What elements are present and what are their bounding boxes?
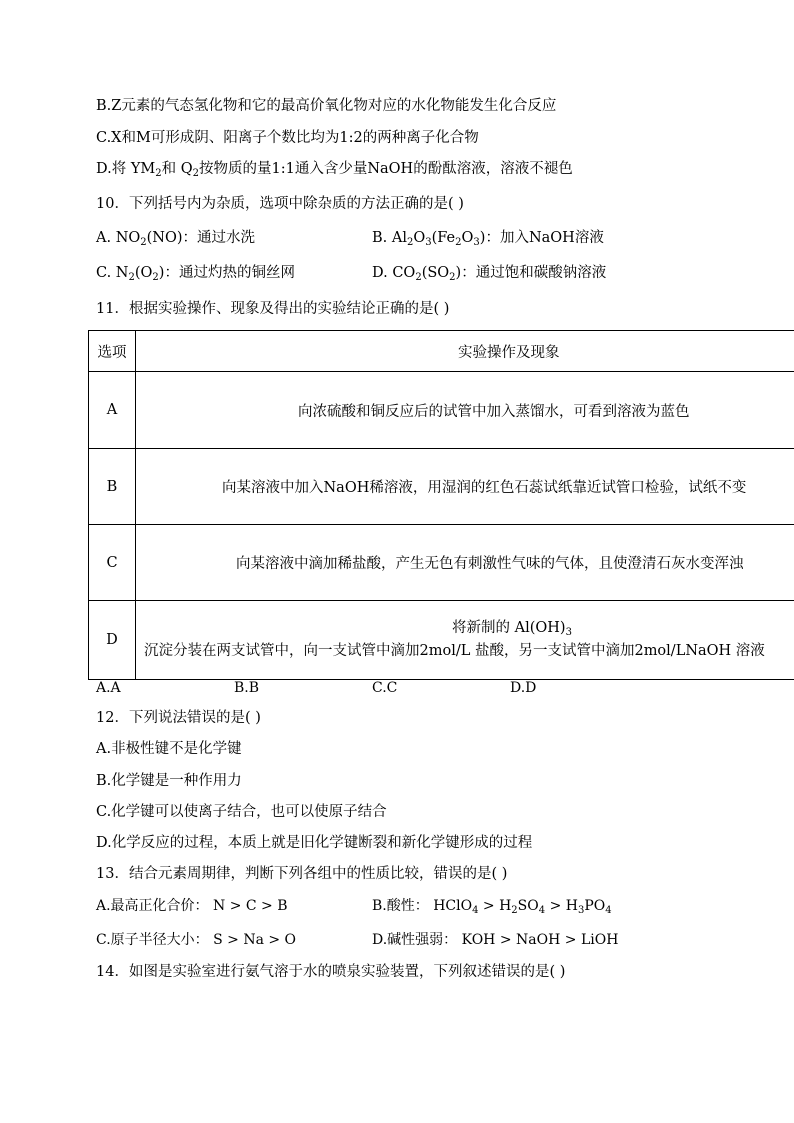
q11-stem: 11．根据实验操作、现象及得出的实验结论正确的是( ) [96,301,450,317]
row-operation: 向浓硫酸和铜反应后的试管中加入蒸馏水，可看到溶液为蓝色 [136,372,794,449]
row-option: D [89,601,136,680]
q9-option-b: B.Z元素的气态氢化物和它的最高价氧化物对应的水化物能发生化合反应 [96,98,557,114]
q10-option-d: D. $CO_2(SO_2)$：通过饱和碳酸钠溶液 [372,265,607,283]
q13-option-d: D.碱性强弱： KOH > NaOH > LiOH [372,932,619,948]
q11-answer-c: C.C [372,680,398,696]
row-option: B [89,449,136,525]
q12-stem: 12．下列说法错误的是( ) [96,710,261,726]
q11-answer-a: A.A [96,680,121,696]
q9-option-c: C.X和M可形成阴、阳离子个数比均为1:2的两种离子化合物 [96,130,479,146]
row-option: C [89,525,136,601]
q10-stem: 10．下列括号内为杂质，选项中除杂质的方法正确的是( ) [96,196,464,212]
q13-stem: 13．结合元素周期律，判断下列各组中的性质比较，错误的是( ) [96,866,508,882]
q10-option-b: B. $Al_2O_3(Fe_2O_3)$：加入NaOH溶液 [372,230,604,248]
q12-option-d: D.化学反应的过程，本质上就是旧化学键断裂和新化学键形成的过程 [96,835,533,851]
q10-option-a: A. $NO_2(NO)$：通过水洗 [96,230,256,248]
row-operation: 向某溶液中加入NaOH稀溶液，用湿润的红色石蕊试纸靠近试管口检验，试纸不变 [136,449,794,525]
row-option: A [89,372,136,449]
q13-option-c: C.原子半径大小： S > Na > O [96,932,297,948]
q12-option-a: A.非极性键不是化学键 [96,741,242,757]
q12-option-c: C.化学键可以使离子结合，也可以使原子结合 [96,804,387,820]
header-operation: 实验操作及现象 [136,331,794,372]
q13-option-b: B.酸性： HClO$_4$ > $H_2SO_4 > H_3PO_4$ [372,898,612,916]
header-option: 选项 [89,331,136,372]
row-operation: 向某溶液中滴加稀盐酸，产生无色有刺激性气味的气体，且使澄清石灰水变浑浊 [136,525,794,601]
table-row [89,449,794,525]
table-header-row [89,331,794,372]
q11-answer-d: D.D [510,680,537,696]
q11-answer-b: B.B [234,680,260,696]
q14-stem: 14．如图是实验室进行氨气溶于水的喷泉实验装置，下列叙述错误的是( ) [96,964,566,980]
table-row [89,372,794,449]
q12-option-b: B.化学键是一种作用力 [96,773,242,789]
q9-option-d: D.将 $YM_2$和 $Q_2$按物质的量1:1通入含少量NaOH的酚酞溶液，溶液不褪色 [96,161,573,179]
q13-option-a: A.最高正化合价： N > C > B [96,898,288,914]
experiment-table [88,330,794,680]
table-row [89,525,794,601]
table-row [89,601,794,680]
q10-option-c: C. $N_2(O_2)$：通过灼热的铜丝网 [96,265,295,283]
row-operation: 将新制的 $Al(OH)_3$ 沉淀分装在两支试管中，向一支试管中滴加2mol/L 盐酸，另一支试管中滴加2mol/LNaOH 溶液 [136,601,794,680]
